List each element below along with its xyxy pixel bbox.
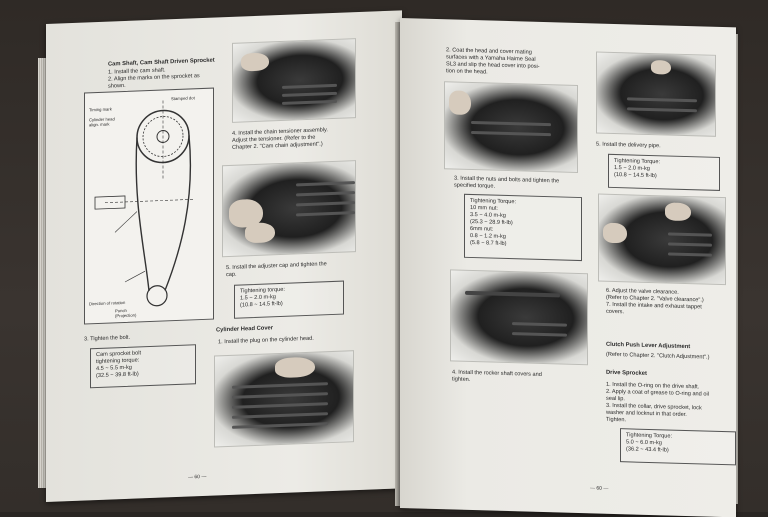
step-3-tighten: 3. Tighten the bolt.	[84, 334, 131, 343]
photo-cylinder-head	[214, 350, 354, 447]
left-page	[46, 10, 402, 502]
label-stamped-dot: Stamped dot	[171, 95, 195, 102]
drive-sprocket-steps: 1. Install the O-ring on the drive shaft. 2. Apply a coat of grease to O-ring and oil seal lip. 3. Install the collar, drive sprocket, lock washer and locknut in that order. Tighten.	[606, 381, 709, 424]
right-page	[400, 18, 736, 517]
step-4-rocker-covers: 4. Install the rocker shaft covers and tighten.	[452, 369, 542, 383]
torque-box-adjuster: Tightening torque: 1.5 ~ 2.0 m-kg (10.8 ~ 14.5 ft-lb)	[234, 281, 344, 319]
photo-head-cover	[444, 81, 578, 173]
cam-sprocket-diagram	[84, 88, 214, 325]
section-cylinder-head-cover: Cylinder Head Cover	[216, 325, 274, 334]
clutch-reference: (Refer to Chapter 2. "Clutch Adjustment".)	[606, 351, 710, 361]
steps-1-2: 1. Install the cam shaft. 2. Align the marks on the sprocket as shown.	[108, 67, 200, 90]
steps-6-7: 6. Adjust the valve clearance. (Refer to Chapter 2. "Valve clearance".) 7. Install the intake and exhaust tappet covers.	[606, 287, 704, 316]
section-clutch-push-lever: Clutch Push Lever Adjustment	[606, 341, 691, 351]
torque-box-delivery-pipe: Tightening Torque: 1.5 ~ 2.0 m-kg (10.8 ~ 14.5 ft-lb)	[608, 154, 720, 191]
page-number-left: — 60 —	[188, 473, 207, 481]
label-direction: Direction of rotation	[89, 299, 126, 307]
section-heading-cam-shaft: Cam Shaft, Cam Shaft Driven Sprocket	[108, 57, 215, 68]
label-punch: Punch (Projection)	[115, 307, 137, 319]
step-3-nuts-bolts: 3. Install the nuts and bolts and tighten the specified torque.	[454, 175, 560, 190]
page-number-right: — 60 —	[590, 485, 609, 492]
step-4-tensioner: 4. Install the chain tensioner assembly. Adjust the tensioner. (Refer to the Chapter 2. "Cam chain adjustment".)	[232, 127, 328, 151]
step-5-delivery-pipe: 5. Install the delivery pipe.	[596, 141, 661, 150]
label-timing-mark: Timing mark	[89, 106, 112, 113]
torque-box-nuts: Tightening Torque: 10 mm nut: 3.5 ~ 4.0 m-kg (25.3 ~ 28.9 ft-lb) 6mm nut: 0.8 ~ 1.2 m-kg (5.8 ~ 8.7 ft-lb)	[464, 194, 582, 261]
photo-tensioner	[222, 160, 356, 257]
label-align-mark: Cylinder head align. mark	[89, 116, 115, 128]
section-drive-sprocket: Drive Sprocket	[606, 369, 647, 377]
photo-delivery-pipe	[596, 51, 716, 136]
photo-rocker-shaft	[450, 269, 588, 365]
torque-box-drive-sprocket: Tightening Torque: 5.0 ~ 6.0 m-kg (36.2 ~ 43.4 ft-lb)	[620, 428, 736, 465]
cylinder-step-1: 1. Install the plug on the cylinder head.	[218, 335, 314, 346]
torque-box-cam-sprocket: Cam sprocket bolt tightening torque: 4.5 ~ 5.5 m-kg (32.5 ~ 39.8 ft-lb)	[90, 344, 196, 388]
photo-valve-clearance	[598, 194, 726, 286]
step-5-adjuster-cap: 5. Install the adjuster cap and tighten the cap.	[226, 261, 327, 279]
step-2-coat-head: 2. Coat the head and cover mating surfaces with a Yamaha Haime Seal SL3 and slip the head cover into posi- tion on the head.	[446, 47, 540, 76]
photo-cam-shaft	[232, 38, 356, 123]
